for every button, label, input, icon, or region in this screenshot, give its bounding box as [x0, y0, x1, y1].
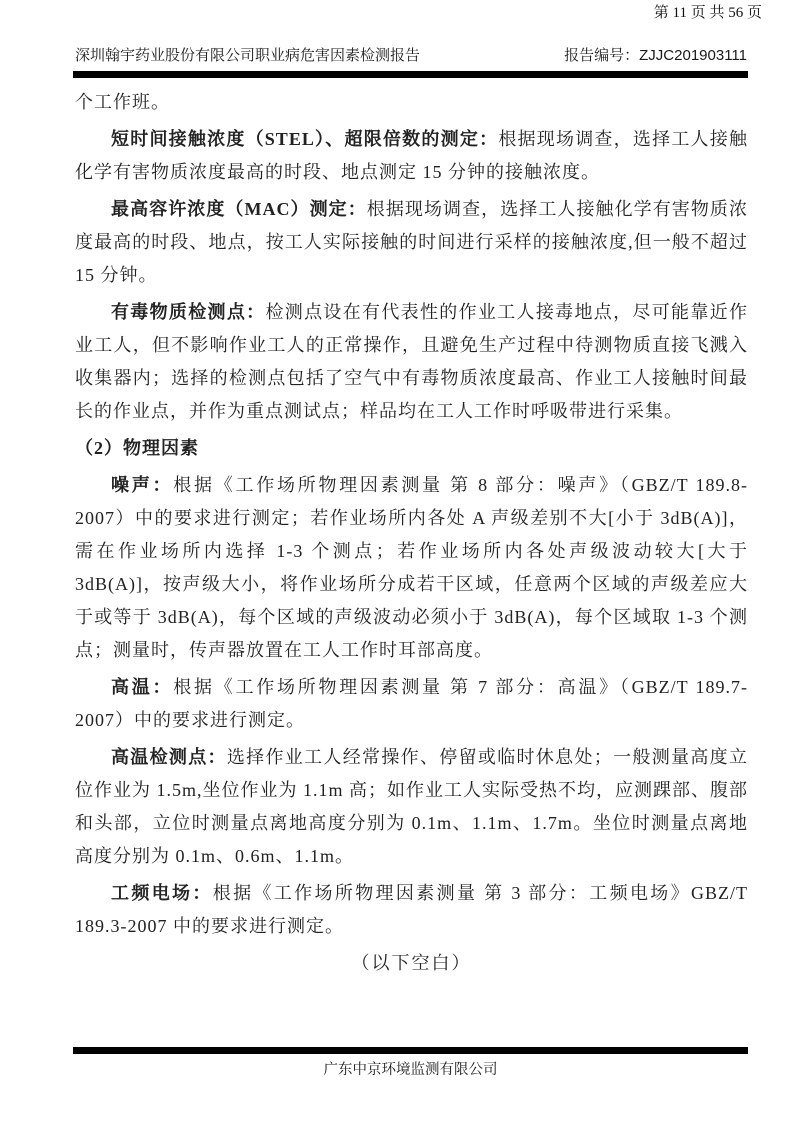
paragraph-toxic-points-label: 有毒物质检测点： — [111, 302, 266, 322]
blank-below-note: （以下空白） — [351, 953, 472, 973]
paragraph-heat-points — [75, 741, 748, 873]
paragraph-stel-label: 短时间接触浓度（STEL）、超限倍数的测定： — [111, 129, 499, 149]
header-rule — [73, 71, 748, 78]
section-heading-physical-factors: （2）物理因素 — [75, 438, 199, 458]
paragraph-heat-label: 高温： — [111, 677, 174, 697]
document-body — [75, 86, 748, 984]
paragraph-heat-points-text: 选择作业工人经常操作、停留或临时休息处；一般测量高度立位作业为 1.5m,坐位作业为 1.1m 高；如作业工人实际受热不均，应测踝部、腹部和头部，立位时测量点离地高度分别为 0.1m、1.1m、1.7m。坐位时测量点离地高度分别为 0.1m、0.6m、1.1m。 — [75, 747, 748, 866]
page-header — [75, 44, 747, 65]
paragraph-power-frequency-field-label: 工频电场： — [111, 883, 213, 903]
header-title: 深圳翰宇药业股份有限公司职业病危害因素检测报告 — [75, 47, 421, 64]
footer-page-indicator: 第 11 页 共 56 页 — [653, 5, 762, 21]
paragraph-mac-label: 最高容许浓度（MAC）测定： — [111, 199, 367, 219]
paragraph-stel — [75, 123, 748, 189]
paragraph-toxic-points-text: 检测点设在有代表性的作业工人接毒地点，尽可能靠近作业工人，但不影响作业工人的正常操作，且避免生产过程中待测物质直接飞溅入收集器内；选择的检测点包括了空气中有毒物质浓度最高、作业工人接触时间最长的作业点，并作为重点测试点；样品均在工人工作时呼吸带进行采集。 — [75, 302, 748, 421]
paragraph-noise — [75, 469, 748, 667]
paragraph-noise-text: 根据《工作场所物理因素测量 第 8 部分：噪声》（GBZ/T 189.8-2007）中的要求进行测定；若作业场所内各处 A 声级差别不大[小于 3dB(A)]，需在作业场所内选择 1-3 个测点；若作业场所内各处声级波动较大[大于 3dB(A)]，按声级大小，将作业场所分成若干区域，任意两个区域的声级差应大于或等于 3dB(A)，每个区域的声级波动必须小于 3dB(A)，每个区域取 1-3 个测点；测量时，传声器放置在工人工作时耳部高度。 — [75, 475, 748, 660]
footer-rule — [73, 1047, 748, 1054]
paragraph-power-frequency-field-text: 根据《工作场所物理因素测量 第 3 部分：工频电场》GBZ/T 189.3-2007 中的要求进行测定。 — [75, 883, 748, 936]
paragraph-continuation: 个工作班。 — [75, 92, 170, 112]
paragraph-power-frequency-field — [75, 877, 748, 943]
paragraph-mac-text: 根据现场调查，选择工人接触化学有害物质浓度最高的时段、地点，按工人实际接触的时间进行采样的接触浓度,但一般不超过 15 分钟。 — [75, 199, 748, 285]
paragraph-heat-points-label: 高温检测点： — [111, 747, 227, 767]
paragraph-stel-text: 根据现场调查，选择工人接触化学有害物质浓度最高的时段、地点测定 15 分钟的接触浓度。 — [75, 129, 749, 182]
paragraph-heat-text: 根据《工作场所物理因素测量 第 7 部分：高温》（GBZ/T 189.7-2007）中的要求进行测定。 — [75, 677, 748, 730]
paragraph-toxic-points — [75, 296, 748, 428]
header-report-number: 报告编号：ZJJC201903111 — [564, 47, 747, 64]
footer-company-name: 广东中京环境监测有限公司 — [323, 1062, 498, 1078]
paragraph-heat — [75, 671, 748, 737]
page-footer — [73, 1058, 748, 1082]
paragraph-mac — [75, 193, 748, 292]
paragraph-noise-label: 噪声： — [111, 475, 174, 495]
